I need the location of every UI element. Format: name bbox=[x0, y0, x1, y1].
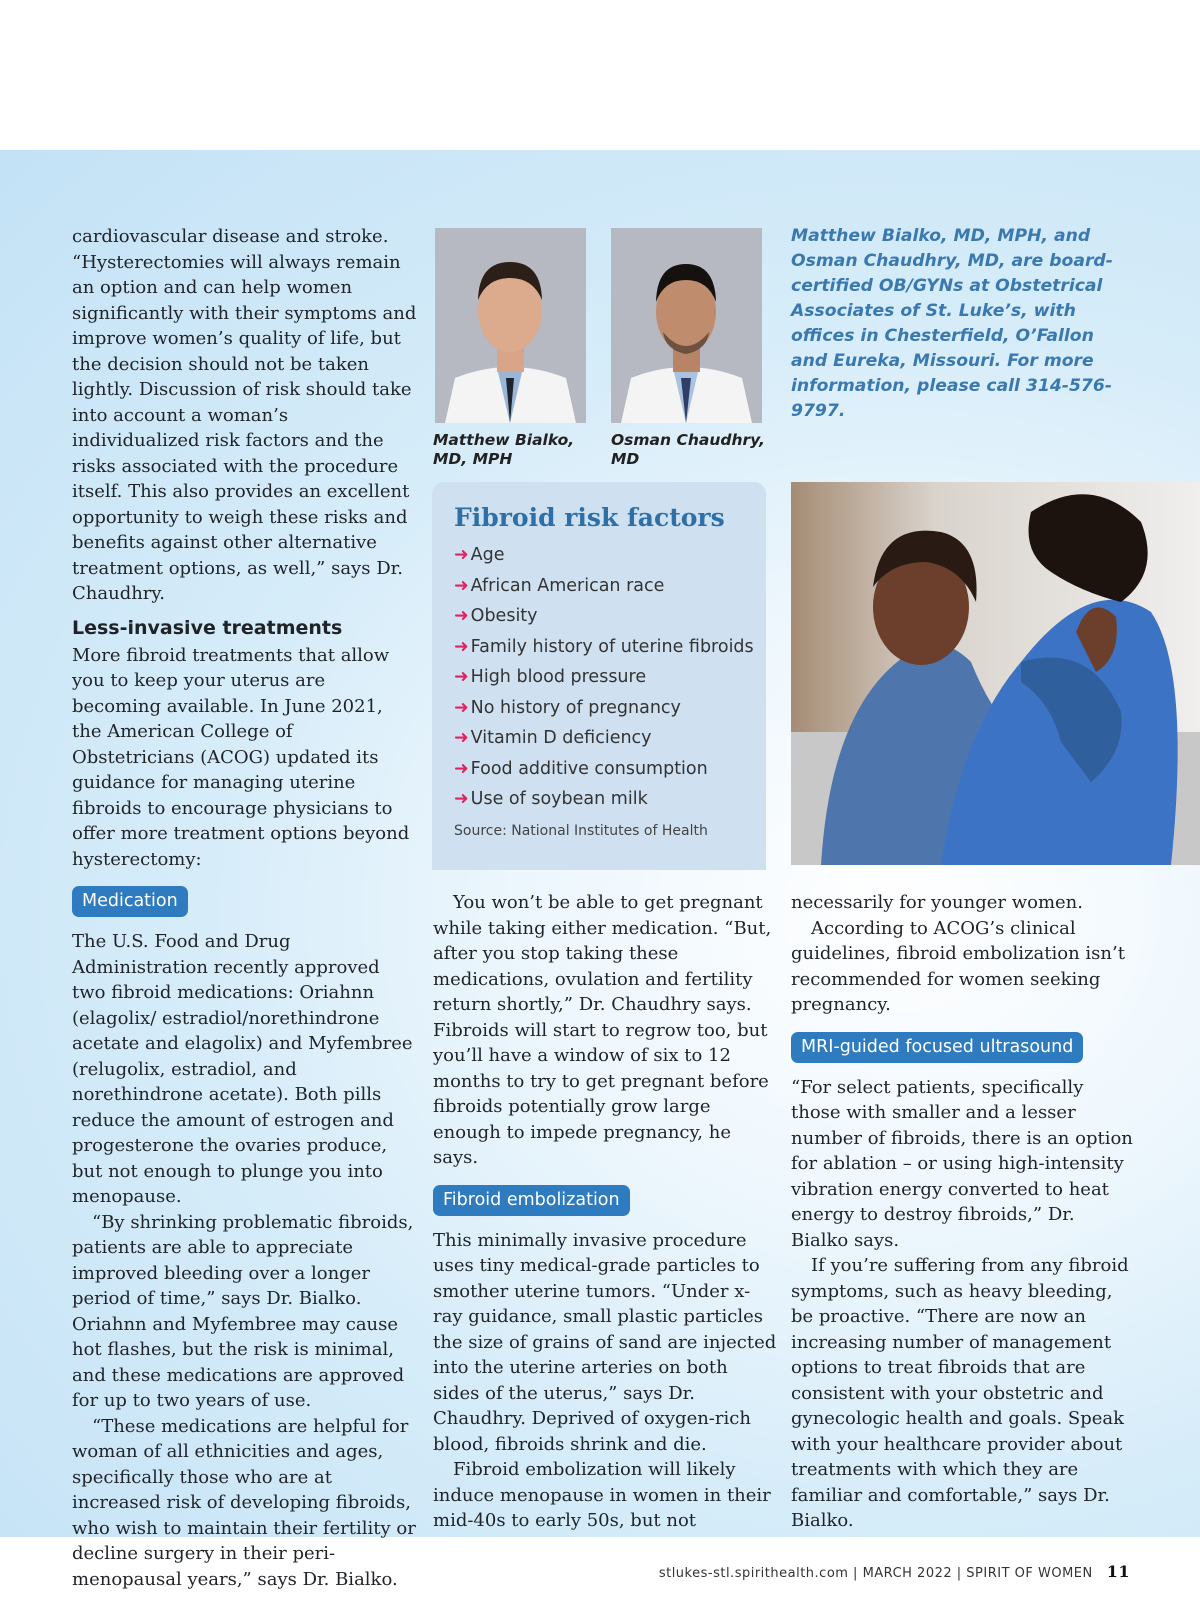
risk-factors-list bbox=[454, 540, 756, 815]
section-pill-mri-ultrasound: MRI-guided focused ultrasound bbox=[791, 1032, 1083, 1063]
risk-factors-box bbox=[432, 482, 766, 870]
risk-factor-item bbox=[454, 540, 756, 571]
risk-factor-item bbox=[454, 662, 756, 693]
risk-factor-item bbox=[454, 693, 756, 724]
risk-factor-label: Age bbox=[470, 545, 505, 565]
risk-factor-item bbox=[454, 601, 756, 632]
page-number: 11 bbox=[1106, 1562, 1130, 1581]
risk-factor-label: No history of pregnancy bbox=[470, 697, 681, 718]
chaudhry-headshot bbox=[611, 228, 762, 423]
risk-factor-label: Obesity bbox=[470, 606, 538, 626]
chaudhry-caption: Osman Chaudhry, MD bbox=[611, 431, 765, 468]
article-column-3 bbox=[791, 890, 1136, 1534]
bialko-headshot bbox=[435, 228, 586, 423]
hugging-women-photo bbox=[791, 482, 1200, 865]
paragraph: According to ACOG’s clinical guidelines, fibroid embolization isn’t recommended for women seeking pregnancy. bbox=[791, 917, 1125, 1015]
arrow-icon: ➜ bbox=[454, 758, 469, 779]
paragraph: necessarily for younger women. bbox=[791, 892, 1083, 913]
risk-factor-label: High blood pressure bbox=[470, 667, 647, 687]
paragraph: You won’t be able to get pregnant while taking either medication. “But, after you stop taking these medications, ovulation and fertility return shortly,” Dr. Chaudhry says. Fibroids will start to regrow too, but you’ll have a window of six to 12 months to try to get pregnant before fibroids potentially grow large enough to impede pregnancy, he says. bbox=[433, 892, 772, 1168]
paragraph: The U.S. Food and Drug Administration recently approved two fibroid medications: Oriahnn (elagolix/ estradiol/norethindrone acetate and elagolix) and Myfembree (relugolix, estradiol, and norethindrone acetate). Both pills reduce the amount of estrogen and progesterone the ovaries produce, but not enough to plunge you into menopause. bbox=[72, 931, 413, 1207]
section-pill-medication: Medication bbox=[72, 886, 188, 917]
arrow-icon: ➜ bbox=[454, 728, 469, 748]
risk-factor-label: Family history of uterine fibroids bbox=[470, 636, 754, 657]
risk-factor-item bbox=[454, 571, 756, 602]
risk-factor-label: Use of soybean milk bbox=[470, 789, 648, 809]
section-pill-fibroid-embolization: Fibroid embolization bbox=[433, 1185, 630, 1216]
risk-factor-item bbox=[454, 632, 756, 663]
risk-factor-item bbox=[454, 723, 756, 754]
arrow-icon: ➜ bbox=[454, 789, 469, 809]
page-footer bbox=[659, 1562, 1130, 1581]
arrow-icon: ➜ bbox=[454, 575, 469, 596]
footer-text: stlukes-stl.spirithealth.com | MARCH 2022 | SPIRIT OF WOMEN bbox=[658, 1566, 1093, 1581]
paragraph: “These medications are helpful for woman of all ethnicities and ages, specifically those who are at increased risk of developing fibroids, who wish to maintain their fertility or decline surgery in their peri-menopausal years,” says Dr. Bialko. bbox=[72, 1415, 416, 1590]
arrow-icon: ➜ bbox=[454, 697, 469, 718]
arrow-icon: ➜ bbox=[454, 545, 469, 565]
bialko-caption: Matthew Bialko, MD, MPH bbox=[433, 431, 575, 468]
arrow-icon: ➜ bbox=[454, 667, 469, 687]
paragraph: cardiovascular disease and stroke. “Hysterectomies will always remain an option and can help women significantly with their symptoms and improve women’s quality of life, but the decision should not be taken lightly. Discussion of risk should take into account a woman’s individualized risk factors and the risks associated with the procedure itself. This also provides an excellent opportunity to weigh these risks and benefits against other alternative treatment options, as well,” says Dr. Chaudhry. bbox=[72, 226, 417, 604]
paragraph: This minimally invasive procedure uses tiny medical-grade particles to smother uterine tumors. “Under x-ray guidance, small plastic particles the size of grains of sand are injected into the uterine arteries on both sides of the uterus,” says Dr. Chaudhry. Deprived of oxygen-rich blood, fibroids shrink and die. bbox=[433, 1229, 777, 1455]
arrow-icon: ➜ bbox=[454, 606, 469, 626]
risk-factor-item bbox=[454, 754, 756, 785]
paragraph: Fibroid embolization will likely induce menopause in women in their mid-40s to early 50s, but not bbox=[433, 1459, 771, 1531]
author-bio: Matthew Bialko, MD, MPH, and Osman Chaudhry, MD, are board-certified OB/GYNs at Obstetrical Associates of St. Luke’s, with offices in Chesterfield, O’Fallon and Eureka, Missouri. For more information, please call 314-576-9797. bbox=[791, 226, 1113, 421]
paragraph: “By shrinking problematic fibroids, patients are able to appreciate improved bleeding over a longer period of time,” says Dr. Bialko. Oriahnn and Myfembree may cause hot flashes, but the risk is minimal, and these medications are approved for up to two years of use. bbox=[72, 1211, 414, 1411]
paragraph: “For select patients, specifically those with smaller and a lesser number of fibroids, there is an option for ablation – or using high-intensity vibration energy converted to heat energy to destroy fibroids,” Dr. Bialko says. bbox=[791, 1076, 1133, 1251]
risk-factor-label: African American race bbox=[470, 575, 665, 596]
article-column-2 bbox=[433, 890, 778, 1534]
risk-factors-source: Source: National Institutes of Health bbox=[454, 822, 708, 839]
risk-factor-item bbox=[454, 784, 756, 815]
risk-factors-title: Fibroid risk factors bbox=[454, 503, 725, 532]
paragraph: If you’re suffering from any fibroid symptoms, such as heavy bleeding, be proactive. “There are now an increasing number of management options to treat fibroids that are consistent with your obstetric and gynecologic health and goals. Speak with your healthcare provider about treatments with which they are familiar and comfortable,” says Dr. Bialko. bbox=[791, 1255, 1129, 1531]
risk-factor-label: Food additive consumption bbox=[470, 758, 708, 779]
arrow-icon: ➜ bbox=[454, 636, 469, 657]
paragraph: More fibroid treatments that allow you to keep your uterus are becoming available. In June 2021, the American College of Obstetricians (ACOG) updated its guidance for managing uterine fibroids to encourage physicians to offer more treatment options beyond hysterectomy: bbox=[72, 644, 410, 870]
risk-factor-label: Vitamin D deficiency bbox=[470, 728, 652, 748]
section-heading: Less-invasive treatments bbox=[72, 616, 343, 639]
article-column-1 bbox=[72, 224, 417, 1592]
